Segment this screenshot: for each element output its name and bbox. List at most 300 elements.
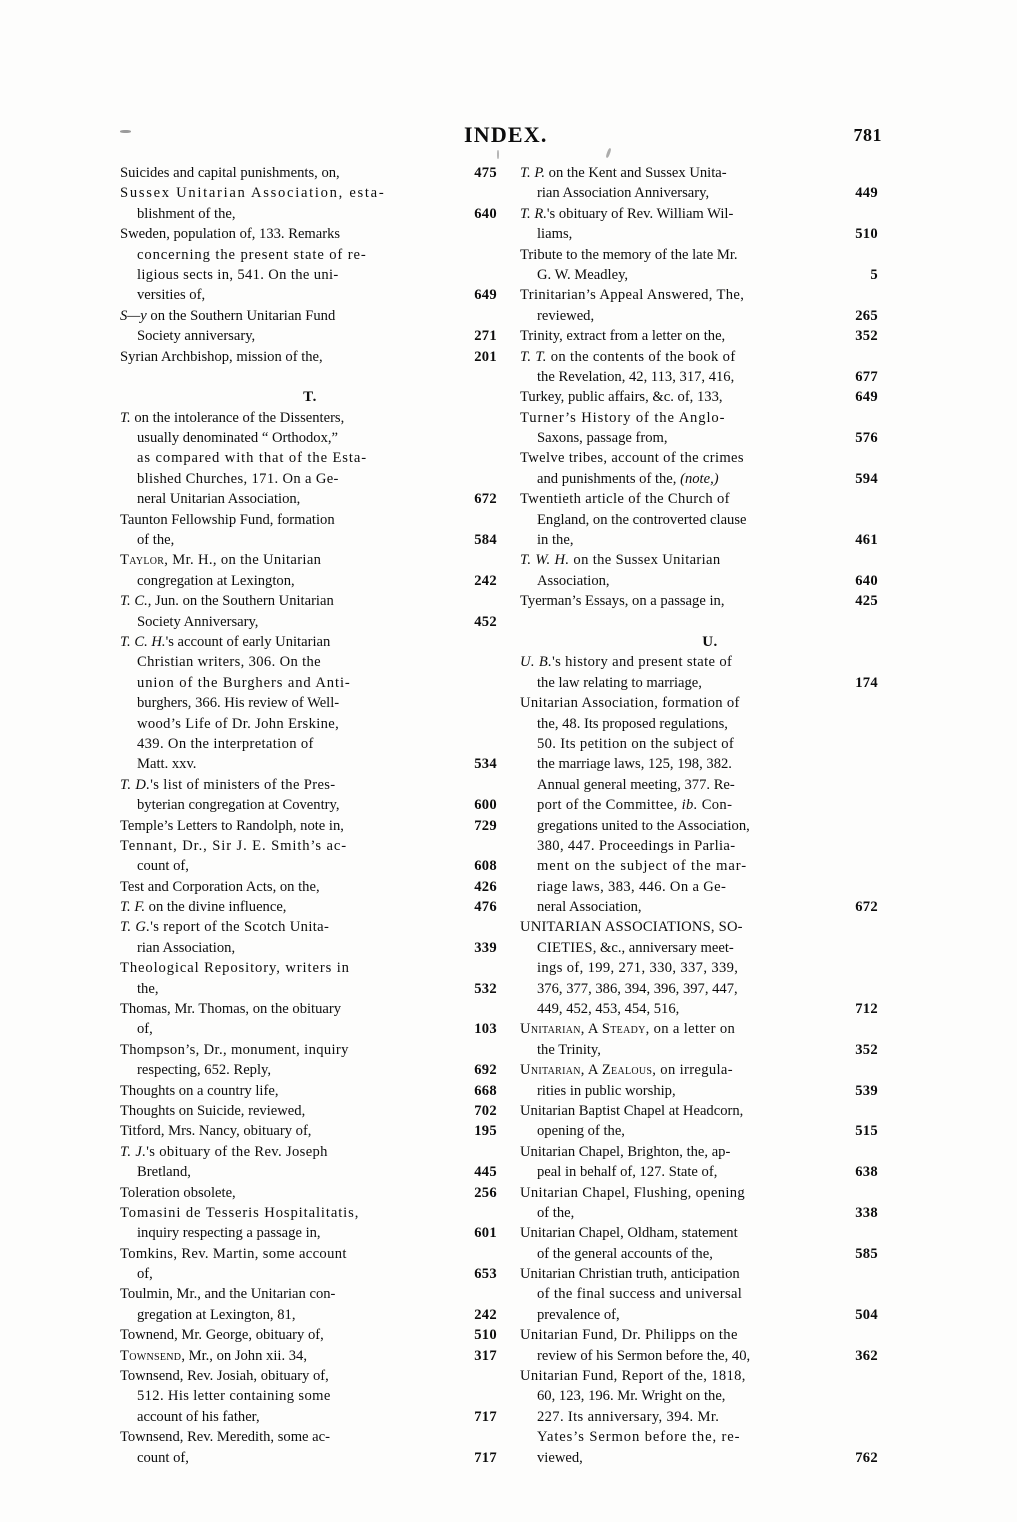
index-entry-text: congregation at Lexington, — [137, 572, 295, 589]
index-entry-page-number: 601 — [474, 1225, 497, 1242]
index-entry-line — [520, 347, 900, 367]
index-entry-page-number: 242 — [474, 572, 497, 589]
index-entry-line — [120, 306, 500, 326]
index-entry-line — [520, 1284, 900, 1304]
index-entry-text: CIETIES, &c., anniversary meet- — [537, 939, 734, 956]
index-entry-text: 380, 447. Proceedings in Parlia- — [537, 837, 736, 854]
index-entry-line — [120, 326, 500, 346]
index-entry-line — [120, 265, 500, 285]
index-entry-line — [520, 734, 900, 754]
index-entry-text: the, 48. Its proposed regulations, — [537, 715, 728, 732]
index-entry[interactable] — [520, 387, 900, 407]
index-entry-line — [520, 693, 900, 713]
index-entry-line — [520, 428, 900, 448]
index-entry-line — [120, 877, 500, 897]
index-entry[interactable] — [120, 1121, 500, 1141]
index-entry-text: Tomkins, Rev. Martin, some account — [120, 1245, 347, 1262]
index-entry-line — [120, 1366, 500, 1386]
index-entry-text: Tyerman’s Essays, on a passage in, — [520, 593, 725, 610]
index-entry-text: in the, — [537, 532, 574, 549]
index-entry[interactable] — [520, 1101, 900, 1142]
running-head — [120, 122, 910, 152]
index-entry-line — [120, 1081, 500, 1101]
index-entry-line — [520, 1244, 900, 1264]
index-entry-text: viewed, — [537, 1449, 583, 1466]
index-entry-text: union of the Burghers and Anti- — [137, 674, 351, 691]
index-entry-text: Trinity, extract from a letter on the, — [520, 328, 726, 345]
index-entry-line — [520, 510, 900, 530]
index-entry-line — [120, 632, 500, 652]
index-entry[interactable] — [520, 652, 900, 693]
index-entry-line — [120, 795, 500, 815]
index-entry[interactable] — [120, 183, 500, 224]
index-entry[interactable] — [520, 1223, 900, 1264]
index-entry-text: neral Association, — [537, 899, 642, 916]
index-entry-page-number: 475 — [474, 165, 497, 181]
index-entry[interactable] — [520, 550, 900, 591]
index-entry-page-number: 672 — [855, 899, 878, 916]
index-entry-text: Toleration obsolete, — [120, 1184, 236, 1201]
index-entry-line — [520, 1223, 900, 1243]
index-entry-text: Test and Corporation Acts, on the, — [120, 878, 320, 895]
index-entry-page-number: 532 — [474, 980, 497, 997]
index-entry-line — [120, 1284, 500, 1304]
index-entry[interactable] — [120, 1081, 500, 1101]
index-entry-text: T. G.'s report of the Scotch Unita- — [120, 919, 330, 936]
section-divider-letter: T. — [303, 389, 317, 406]
index-entry[interactable] — [520, 591, 900, 611]
index-entry-text: Thoughts on a country life, — [120, 1082, 279, 1099]
index-entry-line — [120, 1203, 500, 1223]
index-entry-text: 376, 377, 386, 394, 396, 397, 447, — [537, 980, 738, 997]
index-entry-line — [520, 163, 900, 183]
index-entry-line — [520, 1121, 900, 1141]
index-entry-page-number: 576 — [855, 430, 878, 447]
index-entry-line — [520, 571, 900, 591]
index-entry-line — [520, 306, 900, 326]
index-entry-line — [120, 571, 500, 591]
index-entry-text: blishment of the, — [137, 205, 236, 222]
index-entry[interactable] — [120, 877, 500, 897]
index-entry-page-number: 515 — [855, 1123, 878, 1140]
index-entry-text: Titford, Mrs. Nancy, obituary of, — [120, 1123, 312, 1140]
index-entry-text: review of his Sermon before the, 40, — [537, 1347, 751, 1364]
index-entry-line — [520, 938, 900, 958]
index-entry-text: gregations united to the Association, — [537, 817, 750, 834]
index-entry-text: gregation at Lexington, 81, — [137, 1306, 296, 1323]
index-entry-text: Yates’s Sermon before the, re- — [537, 1429, 741, 1446]
index-entry-text: Unitarian Fund, Report of the, 1818, — [520, 1368, 746, 1385]
section-divider-letter: U. — [702, 633, 718, 650]
index-entry-line — [520, 917, 900, 937]
index-entry-line — [520, 204, 900, 224]
section-spacer — [120, 367, 500, 387]
index-entry-line — [120, 1427, 500, 1447]
index-entry-page-number: 640 — [855, 572, 878, 589]
index-entry-text: Thompson’s, Dr., monument, inquiry — [120, 1041, 349, 1058]
index-entry-text: usually denominated “ Orthodox,” — [137, 430, 339, 447]
index-entry[interactable] — [120, 510, 500, 551]
index-entry-text: Turner’s History of the Anglo- — [520, 409, 726, 426]
index-entry-text: of the general accounts of the, — [537, 1245, 713, 1262]
index-entry-text: Thomas, Mr. Thomas, on the obituary — [120, 1001, 342, 1018]
index-entry-text: 512. His letter containing some — [137, 1388, 331, 1405]
index-entry[interactable] — [520, 285, 900, 326]
index-entry[interactable] — [520, 347, 900, 388]
index-entry-line — [120, 550, 500, 570]
index-entry-text: rities in public worship, — [537, 1082, 676, 1099]
index-entry-text: Unitarian Chapel, Oldham, statement — [520, 1225, 738, 1242]
index-entry-line — [120, 917, 500, 937]
index-entry-page-number: 729 — [474, 817, 497, 834]
index-entry[interactable] — [120, 408, 500, 510]
index-entry-text: England, on the controverted clause — [537, 511, 747, 528]
index-entry[interactable] — [520, 693, 900, 917]
index-entry-text: the Revelation, 42, 113, 317, 416, — [537, 368, 735, 385]
index-entry-line — [520, 591, 900, 611]
index-entry-text: T. W. H. on the Sussex Unitarian — [520, 552, 721, 569]
index-entry-line — [520, 469, 900, 489]
index-entry-line — [120, 530, 500, 550]
index-entry-text: Trinitarian’s Appeal Answered, The, — [520, 287, 745, 304]
index-entry-line — [120, 204, 500, 224]
index-entry-text: Turkey, public affairs, &c. of, 133, — [520, 389, 723, 406]
index-entry-text: opening of the, — [537, 1123, 625, 1140]
index-entry[interactable] — [120, 550, 500, 591]
index-entry-text: U. B.'s history and present state of — [520, 654, 733, 671]
index-entry-line — [520, 897, 900, 917]
index-entry[interactable] — [120, 306, 500, 347]
index-entry-text: Tennant, Dr., Sir J. E. Smith’s ac- — [120, 837, 348, 854]
index-entry-line — [120, 897, 500, 917]
index-entry-page-number: 712 — [855, 1001, 878, 1018]
index-entry[interactable] — [520, 1060, 900, 1101]
index-entry-line — [520, 856, 900, 876]
index-entry-text: Unitarian Chapel, Brighton, the, ap- — [520, 1143, 731, 1160]
index-entry-text: T. P. on the Kent and Sussex Unita- — [520, 165, 727, 181]
index-entry-page-number: 649 — [474, 287, 497, 304]
index-entry-page-number: 585 — [855, 1245, 878, 1262]
index-entry-text: count of, — [137, 858, 189, 875]
index-entry-line — [120, 1386, 500, 1406]
index-entry-text: and punishments of the, (note,) — [537, 470, 719, 487]
index-entry-text: Suicides and capital punishments, on, — [120, 165, 340, 181]
index-entry-line — [520, 1162, 900, 1182]
index-entry-text: of, — [137, 1266, 153, 1283]
index-entry[interactable] — [120, 1325, 500, 1345]
index-entry-line — [120, 1162, 500, 1182]
index-entry-line — [520, 1040, 900, 1060]
index-entry-line — [120, 1223, 500, 1243]
index-entry-page-number: 534 — [474, 756, 497, 773]
index-entry-text: Toulmin, Mr., and the Unitarian con- — [120, 1286, 336, 1303]
index-entry[interactable] — [520, 489, 900, 550]
index-entry-line — [520, 1060, 900, 1080]
index-entry-text: of, — [137, 1021, 153, 1038]
index-entry[interactable] — [520, 1325, 900, 1366]
index-entry-page-number: 677 — [855, 368, 878, 385]
index-entry[interactable] — [120, 1142, 500, 1183]
index-entry-text: count of, — [137, 1449, 189, 1466]
index-entry[interactable] — [120, 1366, 500, 1427]
index-entry-text: Sussex Unitarian Association, esta- — [120, 185, 386, 202]
index-entry-page-number: 672 — [474, 491, 497, 508]
index-entry-text: Society Anniversary, — [137, 613, 259, 630]
index-entry-text: Townsend, Mr., on John xii. 34, — [120, 1347, 307, 1364]
index-entry[interactable] — [120, 1284, 500, 1325]
index-entry-text: 449, 452, 453, 454, 516, — [537, 1001, 680, 1018]
index-entry-line — [520, 979, 900, 999]
index-entry[interactable] — [520, 448, 900, 489]
index-entry-text: Unitarian Chapel, Flushing, opening — [520, 1184, 746, 1201]
index-entry[interactable] — [120, 999, 500, 1040]
index-entry-line — [120, 714, 500, 734]
index-entry-text: Unitarian Association, formation of — [520, 695, 740, 712]
index-entry-text: of the, — [137, 532, 175, 549]
index-entry[interactable] — [520, 408, 900, 449]
index-entry-line — [520, 1407, 900, 1427]
index-entry-line — [120, 1060, 500, 1080]
index-entry-page-number: 640 — [474, 205, 497, 222]
index-entry[interactable] — [520, 1366, 900, 1468]
index-entry-line — [520, 1366, 900, 1386]
index-entry-line — [120, 1040, 500, 1060]
index-entry[interactable] — [520, 1264, 900, 1325]
index-entry-line — [120, 1183, 500, 1203]
index-entry-text: T. J.'s obituary of the Rev. Joseph — [120, 1143, 328, 1160]
index-entry-line — [520, 183, 900, 203]
index-entry[interactable] — [120, 1346, 500, 1366]
index-entry-text: T. D.'s list of ministers of the Pres- — [120, 776, 336, 793]
index-entry-text: respecting, 652. Reply, — [137, 1062, 272, 1079]
index-entry[interactable] — [120, 836, 500, 877]
index-entry-page-number: 653 — [474, 1266, 497, 1283]
index-entry[interactable] — [120, 917, 500, 958]
page-number: 781 — [853, 125, 882, 145]
index-entry-text: 60, 123, 196. Mr. Wright on the, — [537, 1388, 726, 1405]
index-entry-line — [120, 245, 500, 265]
index-entry-text: wood’s Life of Dr. John Erskine, — [137, 715, 340, 732]
index-entry-line — [520, 999, 900, 1019]
index-entry-text: T. C., Jun. on the Southern Unitarian — [120, 593, 334, 610]
index-entry-page-number: 5 — [870, 266, 878, 283]
index-entry-text: port of the Committee, ib. Con- — [537, 797, 733, 814]
index-entry-page-number: 339 — [474, 939, 497, 956]
index-entry-line — [120, 612, 500, 632]
index-entry[interactable] — [520, 917, 900, 1019]
index-entry-page-number: 717 — [474, 1449, 497, 1466]
index-entry-page-number: 265 — [855, 307, 878, 324]
index-entry-line — [120, 448, 500, 468]
index-entry-text: Association, — [537, 572, 610, 589]
index-entry[interactable] — [120, 591, 500, 632]
index-entry-line — [120, 775, 500, 795]
index-entry-line — [520, 387, 900, 407]
index-entry[interactable] — [120, 1244, 500, 1285]
index-entry-page-number: 271 — [474, 328, 497, 345]
index-entry-line — [120, 938, 500, 958]
index-entry-text: the law relating to marriage, — [537, 674, 702, 691]
index-entry-text: Townsend, Rev. Josiah, obituary of, — [120, 1368, 329, 1385]
index-entry-text: Twentieth article of the Church of — [520, 491, 730, 508]
index-entry[interactable] — [120, 347, 500, 367]
index-entry-line — [120, 693, 500, 713]
index-entry-text: 50. Its petition on the subject of — [537, 735, 735, 752]
index-entry[interactable] — [120, 1203, 500, 1244]
index-entry-text: riage laws, 383, 446. On a Ge- — [537, 878, 727, 895]
index-entry-line — [120, 734, 500, 754]
index-entry-line — [120, 652, 500, 672]
index-entry-line — [120, 1121, 500, 1141]
index-entry[interactable] — [120, 1427, 500, 1468]
index-entry-line — [520, 1325, 900, 1345]
index-entry-text: T. T. on the contents of the book of — [520, 348, 736, 365]
index-entry-text: Society anniversary, — [137, 328, 256, 345]
index-entry-line — [120, 1244, 500, 1264]
index-entry-text: versities of, — [137, 287, 206, 304]
index-entry-line — [520, 489, 900, 509]
index-entry-page-number: 668 — [474, 1082, 497, 1099]
index-entry-text: Temple’s Letters to Randolph, note in, — [120, 817, 344, 834]
index-entry-line — [520, 245, 900, 265]
index-entry-text: concerning the present state of re- — [137, 246, 367, 263]
index-entry-line — [120, 224, 500, 244]
index-entry[interactable] — [520, 204, 900, 245]
index-entry[interactable] — [120, 816, 500, 836]
index-entry-page-number: 461 — [855, 532, 878, 549]
index-entry-line — [120, 1019, 500, 1039]
index-entry-text: Taunton Fellowship Fund, formation — [120, 511, 335, 528]
index-entry[interactable] — [120, 897, 500, 917]
index-column-right — [520, 163, 900, 1468]
index-entry-text: account of his father, — [137, 1408, 260, 1425]
index-entry-line — [520, 224, 900, 244]
index-entry-text: Taylor, Mr. H., on the Unitarian — [120, 552, 322, 569]
index-entry-page-number: 445 — [474, 1164, 497, 1181]
index-entry-page-number: 195 — [474, 1123, 497, 1140]
index-entry-line — [120, 816, 500, 836]
index-entry-line — [120, 999, 500, 1019]
index-entry-page-number: 762 — [855, 1449, 878, 1466]
index-entry-line — [520, 795, 900, 815]
index-column-left — [120, 163, 500, 1468]
index-entry-line — [120, 1407, 500, 1427]
index-entry[interactable] — [120, 163, 500, 183]
section-spacer — [520, 612, 900, 632]
index-entry[interactable] — [520, 245, 900, 286]
index-entry-text: peal in behalf of, 127. State of, — [537, 1164, 718, 1181]
index-entry-line — [520, 877, 900, 897]
index-entry-text: inquiry respecting a passage in, — [137, 1225, 321, 1242]
index-entry[interactable] — [120, 632, 500, 775]
index-entry-text: prevalence of, — [537, 1306, 620, 1323]
index-entry-page-number: 201 — [474, 348, 497, 365]
index-entry-text: ligious sects in, 541. On the uni- — [137, 266, 339, 283]
index-entry-page-number: 425 — [855, 593, 878, 610]
index-entry-text: T. on the intolerance of the Dissenters, — [120, 409, 345, 426]
index-entry-text: UNITARIAN ASSOCIATIONS, SO- — [520, 919, 743, 936]
index-entry-line — [120, 836, 500, 856]
index-entry-page-number: 338 — [855, 1204, 878, 1221]
index-entry-text: Thoughts on Suicide, reviewed, — [120, 1102, 306, 1119]
index-entry-line — [520, 367, 900, 387]
index-entry-text: Theological Repository, writers in — [120, 960, 350, 977]
index-entry-text: of the final success and universal — [537, 1286, 743, 1303]
index-entry-text: as compared with that of the Esta- — [137, 450, 367, 467]
index-entry-line — [520, 326, 900, 346]
index-entry-page-number: 174 — [855, 674, 878, 691]
index-entry-text: byterian congregation at Coventry, — [137, 797, 340, 814]
index-entry-line — [120, 1448, 500, 1468]
index-entry-page-number: 638 — [855, 1164, 878, 1181]
index-entry[interactable] — [520, 1142, 900, 1183]
index-entry[interactable] — [120, 224, 500, 306]
index-entry[interactable] — [120, 1183, 500, 1203]
index-entry-line — [120, 958, 500, 978]
index-entry-text: the marriage laws, 125, 198, 382. — [537, 756, 732, 773]
index-entry-line — [520, 1305, 900, 1325]
index-entry-text: the Trinity, — [537, 1041, 601, 1058]
index-entry-text: 227. Its anniversary, 394. Mr. — [537, 1408, 720, 1425]
index-entry-line — [120, 408, 500, 428]
index-entry-line — [120, 673, 500, 693]
index-entry-text: burghers, 366. His review of Well- — [137, 695, 340, 712]
index-entry-text: Sweden, population of, 133. Remarks — [120, 226, 341, 243]
index-entry-line — [120, 469, 500, 489]
index-entry-line — [520, 1346, 900, 1366]
index-entry-line — [120, 428, 500, 448]
index-entry[interactable] — [120, 958, 500, 999]
index-entry[interactable] — [520, 1019, 900, 1060]
index-entry[interactable] — [520, 326, 900, 346]
index-entry-page-number: 594 — [855, 470, 878, 487]
index-entry-page-number: 504 — [855, 1306, 878, 1323]
index-entry-page-number: 702 — [474, 1102, 497, 1119]
index-entry-line — [520, 652, 900, 672]
index-entry-text: 439. On the interpretation of — [137, 735, 314, 752]
index-entry-line — [520, 673, 900, 693]
index-entry[interactable] — [120, 1040, 500, 1081]
index-entry-line — [520, 408, 900, 428]
index-entry[interactable] — [120, 1101, 500, 1121]
index-entry-line — [520, 775, 900, 795]
index-entry-line — [520, 1427, 900, 1447]
index-entry-page-number: 362 — [855, 1347, 878, 1364]
index-entry-page-number: 352 — [855, 1041, 878, 1058]
index-entry-page-number: 452 — [474, 613, 497, 630]
index-entry-text: Tomasini de Tesseris Hospitalitatis, — [120, 1204, 360, 1221]
index-entry-line — [520, 1203, 900, 1223]
index-entry-line — [520, 550, 900, 570]
index-entry-page-number: 256 — [474, 1184, 497, 1201]
index-entry-line — [520, 816, 900, 836]
index-entry-line — [120, 856, 500, 876]
index-entry-line — [120, 1346, 500, 1366]
index-entry[interactable] — [520, 1183, 900, 1224]
index-entry-line — [120, 1264, 500, 1284]
index-entry-page-number: 242 — [474, 1306, 497, 1323]
index-entry[interactable] — [520, 163, 900, 204]
index-entry-line — [120, 979, 500, 999]
index-entry-line — [520, 530, 900, 550]
index-entry[interactable] — [120, 775, 500, 816]
index-entry-line — [520, 285, 900, 305]
index-entry-text: Unitarian, A Steady, on a letter on — [520, 1021, 736, 1038]
index-entry-text: ment on the subject of the mar- — [537, 858, 747, 875]
index-entry-text: blished Churches, 171. On a Ge- — [137, 470, 339, 487]
index-entry-page-number: 352 — [855, 328, 878, 345]
index-entry-line — [120, 285, 500, 305]
